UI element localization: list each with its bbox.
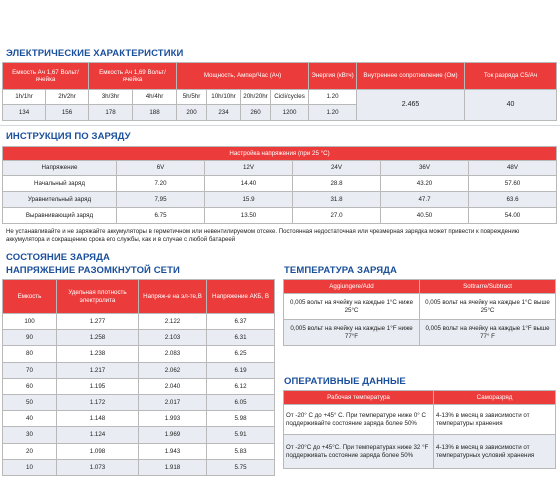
header-current: Ток разряда C5/Ач	[465, 63, 557, 90]
val-2h: 156	[46, 105, 89, 121]
soc-cell-voltage: 2.083	[139, 346, 207, 362]
col-24v: 24V	[293, 161, 381, 176]
soc-capacity: 80	[3, 346, 57, 362]
charge-cell: 57.60	[469, 176, 557, 192]
soc-col-capacity: Емкость	[3, 280, 57, 314]
charge-row-label: Выравнивающий заряд	[3, 208, 117, 224]
soc-row	[3, 459, 275, 475]
soc-row	[3, 330, 275, 346]
soc-density: 1.172	[57, 394, 139, 410]
val-20h: 260	[241, 105, 271, 121]
val-energy: 1.20	[309, 105, 357, 121]
soc-row	[3, 427, 275, 443]
charge-cell: 27.0	[293, 208, 381, 224]
soc-row	[3, 362, 275, 378]
op-cell: 4-13% в месяц в зависимости от температурных условий хранения	[434, 435, 556, 469]
temperature-table	[283, 279, 556, 346]
soc-density: 1.148	[57, 411, 139, 427]
resistance-value: 2.465	[357, 90, 465, 121]
temperature-title: ТЕМПЕРАТУРА ЗАРЯДА	[284, 265, 397, 276]
soc-cell-voltage: 2.122	[139, 314, 207, 330]
charge-cell: 7,95	[117, 192, 205, 208]
val-10h: 234	[207, 105, 241, 121]
soc-capacity: 100	[3, 314, 57, 330]
soc-cell-voltage: 2.103	[139, 330, 207, 346]
soc-subtitle: НАПРЯЖЕНИЕ РАЗОМКНУТОЙ СЕТИ	[6, 265, 180, 276]
soc-battery-voltage: 6.31	[207, 330, 275, 346]
sub-cycles: Cicli/cycles	[271, 90, 309, 105]
charge-cell: 13.50	[205, 208, 293, 224]
col-6v: 6V	[117, 161, 205, 176]
soc-density: 1.195	[57, 378, 139, 394]
sub-4h: 4h/4hr	[133, 90, 177, 105]
sub-20h: 20h/20hr	[241, 90, 271, 105]
sub-10h: 10h/10hr	[207, 90, 241, 105]
soc-body	[3, 314, 275, 476]
soc-battery-voltage: 5.83	[207, 443, 275, 459]
soc-cell-voltage: 1.918	[139, 459, 207, 475]
sub-energy: 1.20	[309, 90, 357, 105]
temp-cell: 0,005 вольт на ячейку на каждые 1°F выше 77° F	[420, 320, 556, 346]
sub-2h: 2h/2hr	[46, 90, 89, 105]
soc-cell-voltage: 2.062	[139, 362, 207, 378]
soc-battery-voltage: 5.91	[207, 427, 275, 443]
soc-cell-voltage: 1.993	[139, 411, 207, 427]
charge-row-label: Начальный заряд	[3, 176, 117, 192]
soc-cell-voltage: 1.969	[139, 427, 207, 443]
soc-density: 1.073	[57, 459, 139, 475]
electrical-title: ЭЛЕКТРИЧЕСКИЕ ХАРАКТЕРИСТИКИ	[6, 48, 184, 59]
header-resistance: Внутреннее сопротивление (Ом)	[357, 63, 465, 90]
val-4h: 188	[133, 105, 177, 121]
sub-5h: 5h/5hr	[177, 90, 207, 105]
temp-cell: 0,005 вольт на ячейку на каждые 1°F ниже 77°F	[284, 320, 420, 346]
charge-cell: 14.40	[205, 176, 293, 192]
col-48v: 48V	[469, 161, 557, 176]
header-energy: Энергия (кВтч)	[309, 63, 357, 90]
divider	[0, 125, 560, 126]
soc-row	[3, 394, 275, 410]
soc-battery-voltage: 5.98	[207, 411, 275, 427]
soc-battery-voltage: 6.25	[207, 346, 275, 362]
operational-table	[283, 390, 556, 469]
soc-battery-voltage: 6.19	[207, 362, 275, 378]
col-36v: 36V	[381, 161, 469, 176]
val-5h: 200	[177, 105, 207, 121]
soc-capacity: 60	[3, 378, 57, 394]
soc-capacity: 90	[3, 330, 57, 346]
op-col-temperature: Рабочая температура	[284, 391, 434, 405]
soc-row	[3, 411, 275, 427]
soc-cell-voltage: 2.017	[139, 394, 207, 410]
soc-row	[3, 443, 275, 459]
soc-battery-voltage: 5.75	[207, 459, 275, 475]
electrical-table	[2, 62, 557, 121]
op-cell: От -20° С до +45° С. При температуре ниже 0° С поддерживайте состояние заряда более 50%	[284, 405, 434, 435]
soc-density: 1.217	[57, 362, 139, 378]
charge-cell: 7.20	[117, 176, 205, 192]
header-cap167: Емкость Ач 1,67 Вольт/ячейка	[3, 63, 89, 90]
soc-density: 1.277	[57, 314, 139, 330]
sub-3h: 3h/3hr	[89, 90, 133, 105]
soc-density: 1.124	[57, 427, 139, 443]
charge-cell: 31.8	[293, 192, 381, 208]
soc-battery-voltage: 6.37	[207, 314, 275, 330]
col-12v: 12V	[205, 161, 293, 176]
soc-density: 1.238	[57, 346, 139, 362]
header-cap169: Емкость Ач 1,69 Вольт/ячейка	[89, 63, 177, 90]
temp-cell: 0,005 вольт на ячейку на каждые 1°C ниже 25°C	[284, 294, 420, 320]
op-col-self-discharge: Саморазряд	[434, 391, 556, 405]
soc-capacity: 50	[3, 394, 57, 410]
soc-capacity: 20	[3, 443, 57, 459]
current-value: 40	[465, 90, 557, 121]
charging-caption: Настройка напряжения (при 25 °C)	[3, 147, 557, 161]
soc-capacity: 40	[3, 411, 57, 427]
operational-title: ОПЕРАТИВНЫЕ ДАННЫЕ	[284, 376, 406, 387]
soc-row	[3, 378, 275, 394]
charge-cell: 28.8	[293, 176, 381, 192]
temp-cell: 0,005 вольт на ячейку на каждые 1°C выше 25°C	[420, 294, 556, 320]
charge-cell: 63.6	[469, 192, 557, 208]
sub-1h: 1h/1hr	[3, 90, 46, 105]
soc-col-battery-voltage: Напряжение АКБ, В	[207, 280, 275, 314]
soc-battery-voltage: 6.12	[207, 378, 275, 394]
charge-cell: 40.50	[381, 208, 469, 224]
charging-title: ИНСТРУКЦИЯ ПО ЗАРЯДУ	[6, 131, 131, 142]
soc-cell-voltage: 1.943	[139, 443, 207, 459]
op-cell: 4-13% в месяц в зависимости от температуры хранения	[434, 405, 556, 435]
charging-note: Не устанавливайте и не заряжайте аккумуляторы в герметичном или невентилируемом отсеке. Постоянная недостаточная или чрезмерная зарядка может привести к повреждению аккумулятора и сокращению срока его службы, как и в случае с любой батареей	[6, 228, 520, 243]
header-power: Мощность, Ампер/Час (Ач)	[177, 63, 309, 90]
charge-cell: 6.75	[117, 208, 205, 224]
soc-battery-voltage: 6.05	[207, 394, 275, 410]
soc-row	[3, 346, 275, 362]
charge-cell: 43.20	[381, 176, 469, 192]
op-cell: От -20°C до +45°C. При температурах ниже 32 °F поддерживать состояние заряда более 50%	[284, 435, 434, 469]
val-3h: 178	[89, 105, 133, 121]
soc-capacity: 30	[3, 427, 57, 443]
soc-density: 1.098	[57, 443, 139, 459]
val-cycles: 1200	[271, 105, 309, 121]
charge-row-label: Уравнительный заряд	[3, 192, 117, 208]
charge-cell: 47.7	[381, 192, 469, 208]
soc-capacity: 10	[3, 459, 57, 475]
charge-cell: 15.9	[205, 192, 293, 208]
soc-col-density: Удельная плотность электролита	[57, 280, 139, 314]
temp-col-subtract: Sottrarre/Subtract	[420, 280, 556, 294]
val-1h: 134	[3, 105, 46, 121]
soc-capacity: 70	[3, 362, 57, 378]
soc-table	[2, 279, 275, 476]
charging-table	[2, 146, 557, 224]
soc-title: СОСТОЯНИЕ ЗАРЯДА	[6, 252, 110, 263]
soc-cell-voltage: 2.040	[139, 378, 207, 394]
soc-col-cell-voltage: Напряж-е на эл-те,В	[139, 280, 207, 314]
soc-row	[3, 314, 275, 330]
charge-cell: 54.00	[469, 208, 557, 224]
temp-col-add: Aggiungere/Add	[284, 280, 420, 294]
col-voltage: Напряжение	[3, 161, 117, 176]
soc-density: 1.258	[57, 330, 139, 346]
